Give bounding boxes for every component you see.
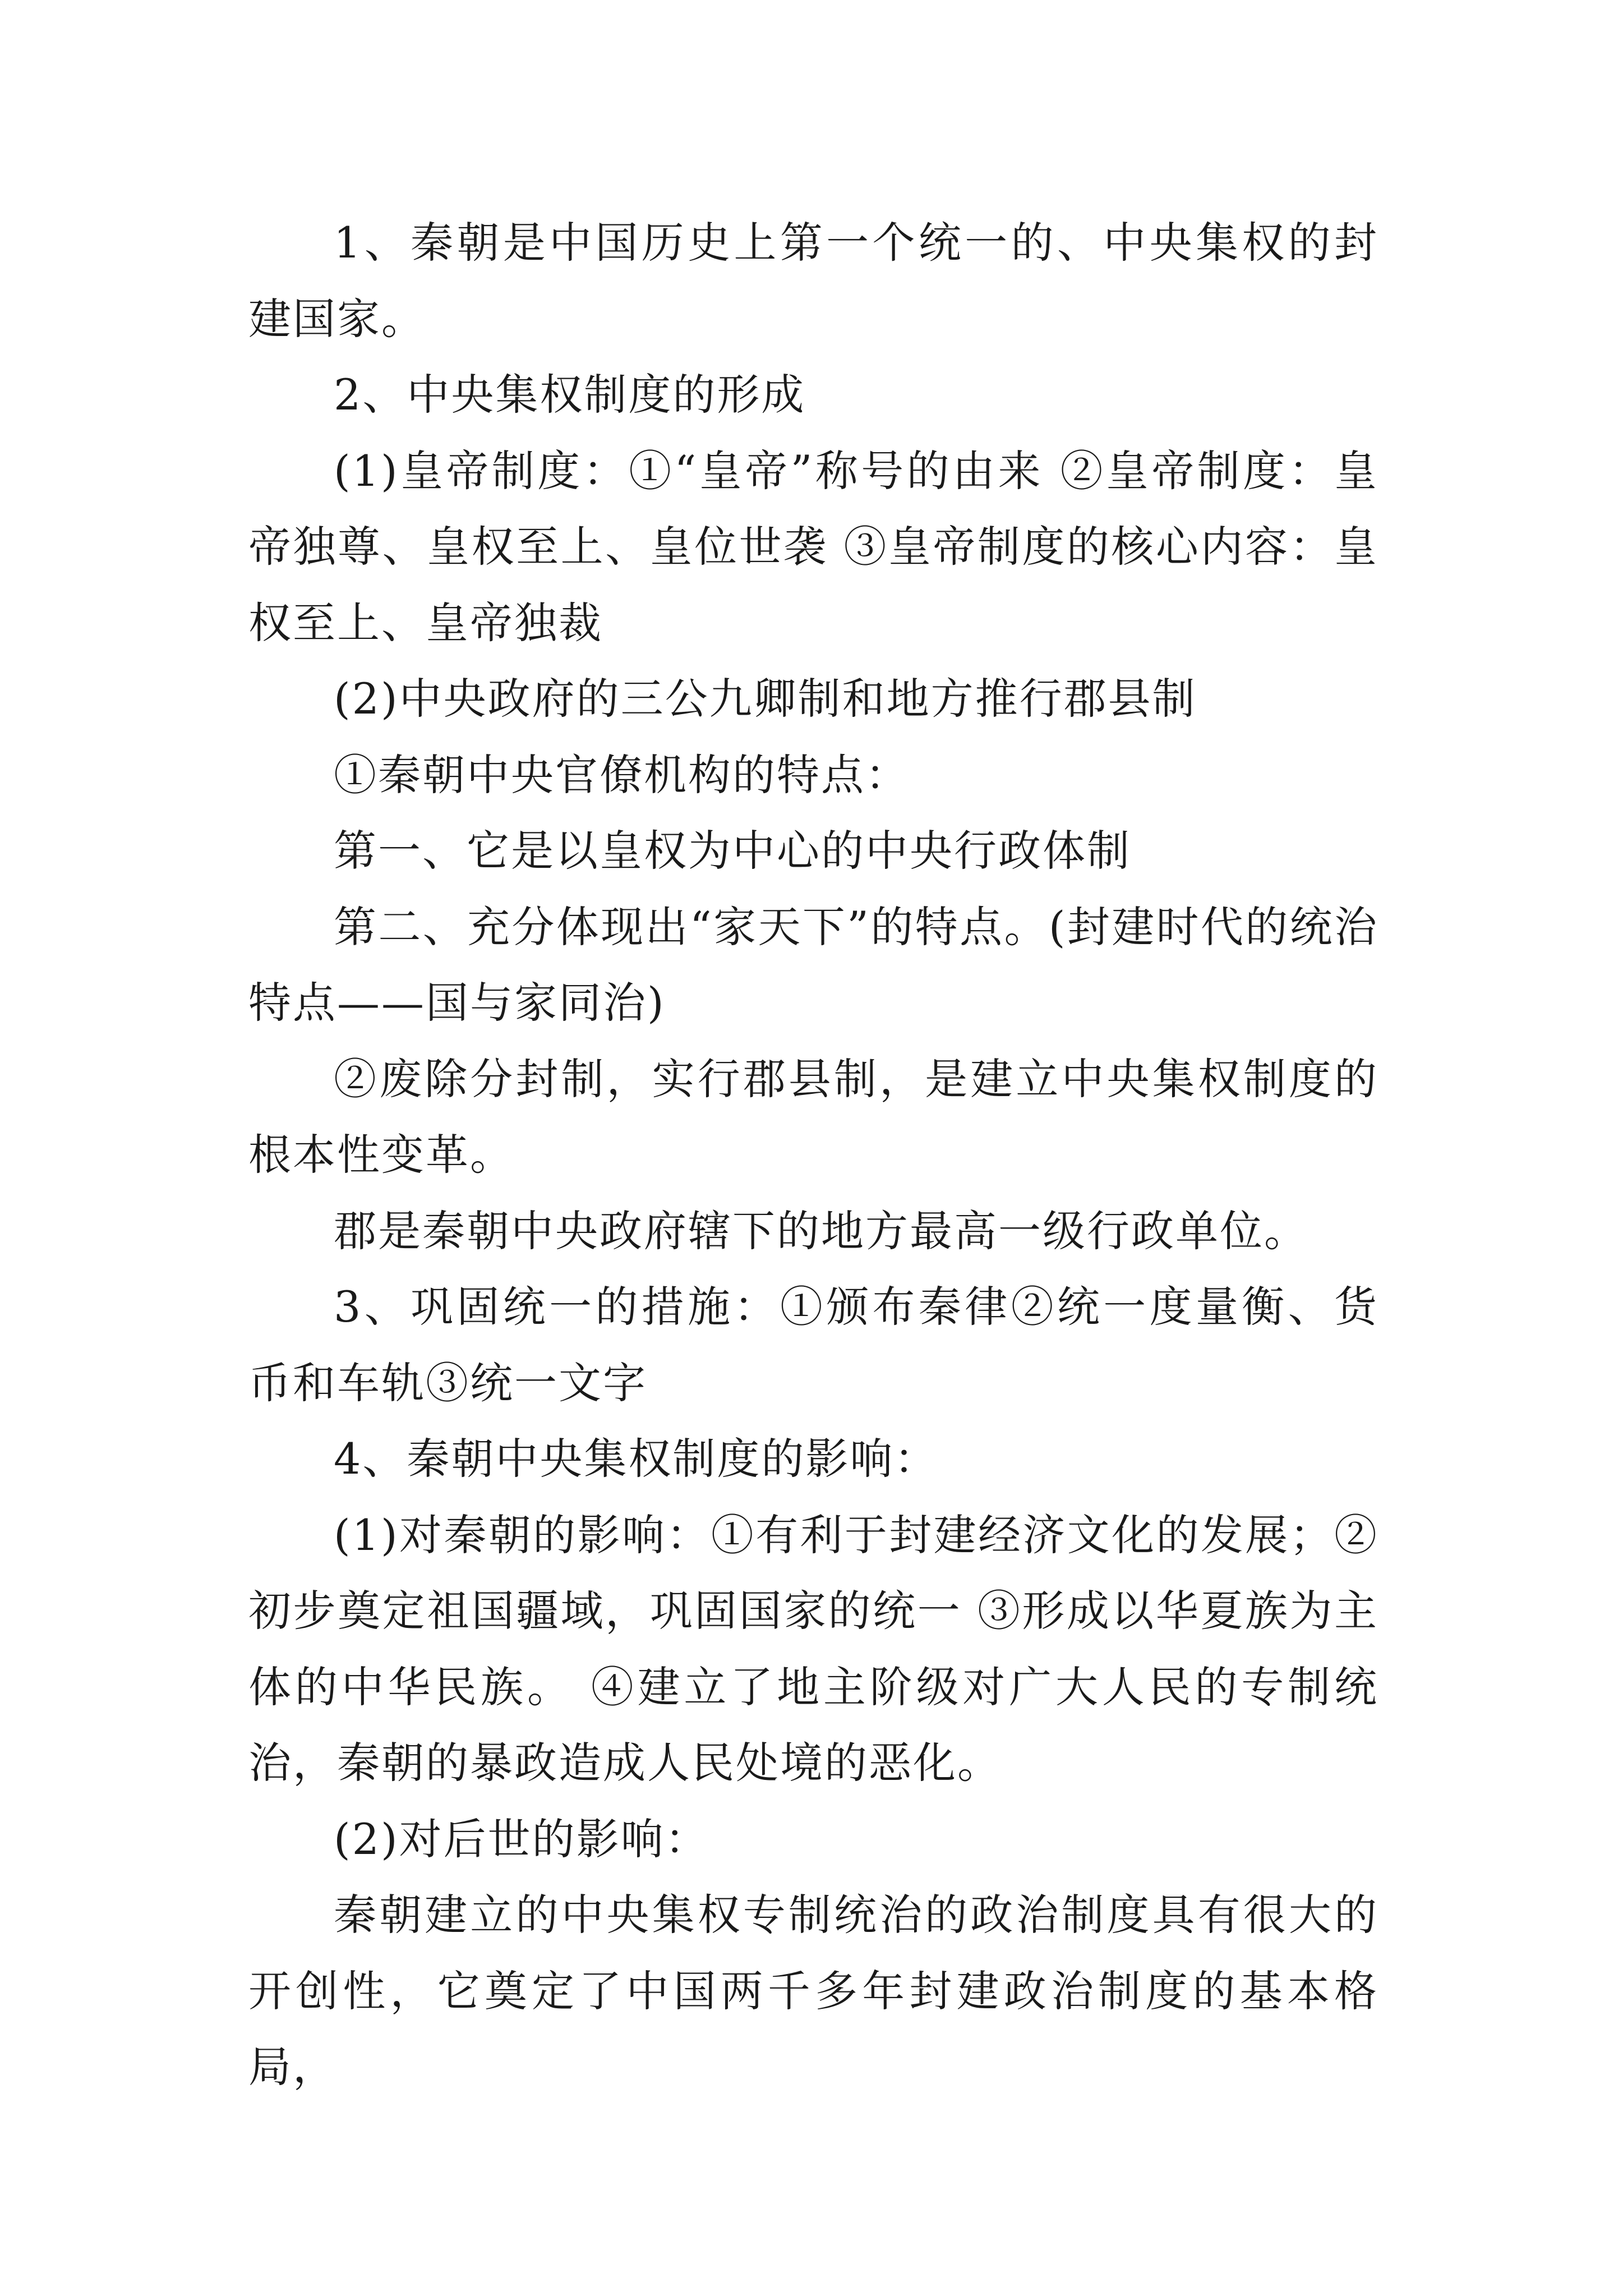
heading-three-ducal-nine-ministers: (2)中央政府的三公九卿制和地方推行郡县制 [334, 674, 1197, 724]
paragraph-consolidation-measures: 3、巩固统一的措施：①颁布秦律②统一度量衡、货币和车轨③统一文字 [248, 1282, 1378, 1408]
paragraph-later-ages-detail: 秦朝建立的中央集权专制统治的政治制度具有很大的开创性，它奠定了中国两千多年封建政治制度的基本格局， [248, 1890, 1378, 2092]
document-body [248, 205, 1378, 2105]
heading-impact-on-later-ages: (2)对后世的影响： [334, 1814, 709, 1864]
paragraph-impact-on-qin: (1)对秦朝的影响：①有利于封建经济文化的发展；②初步奠定祖国疆域，巩固国家的统一 ③形成以华夏族为主体的中华民族。 ④建立了地主阶级对广大人民的专制统治，秦朝的暴政造成人民处境的恶化。 [248, 1510, 1378, 1788]
paragraph-commandery-definition: 郡是秦朝中央政府辖下的地方最高一级行政单位。 [334, 1205, 1308, 1256]
paragraph-bureaucracy-features: ①秦朝中央官僚机构的特点： [334, 749, 910, 800]
heading-centralization-formation: 2、中央集权制度的形成 [334, 370, 806, 420]
paragraph-feature-two: 第二、充分体现出“家天下”的特点。(封建时代的统治特点——国与家同治) [248, 901, 1378, 1028]
paragraph-qin-first-unified-state: 1、秦朝是中国历史上第一个统一的、中央集权的封建国家。 [248, 218, 1378, 344]
paragraph-feature-one: 第一、它是以皇权为中心的中央行政体制 [334, 826, 1131, 876]
paragraph-emperor-system: (1)皇帝制度：①“皇帝”称号的由来 ②皇帝制度：皇帝独尊、皇权至上、皇位世袭 ③皇帝制度的核心内容：皇权至上、皇帝独裁 [248, 445, 1378, 648]
heading-centralization-impact: 4、秦朝中央集权制度的影响： [334, 1434, 939, 1484]
paragraph-abolish-fenfeng: ②废除分封制，实行郡县制，是建立中央集权制度的根本性变革。 [248, 1053, 1378, 1180]
